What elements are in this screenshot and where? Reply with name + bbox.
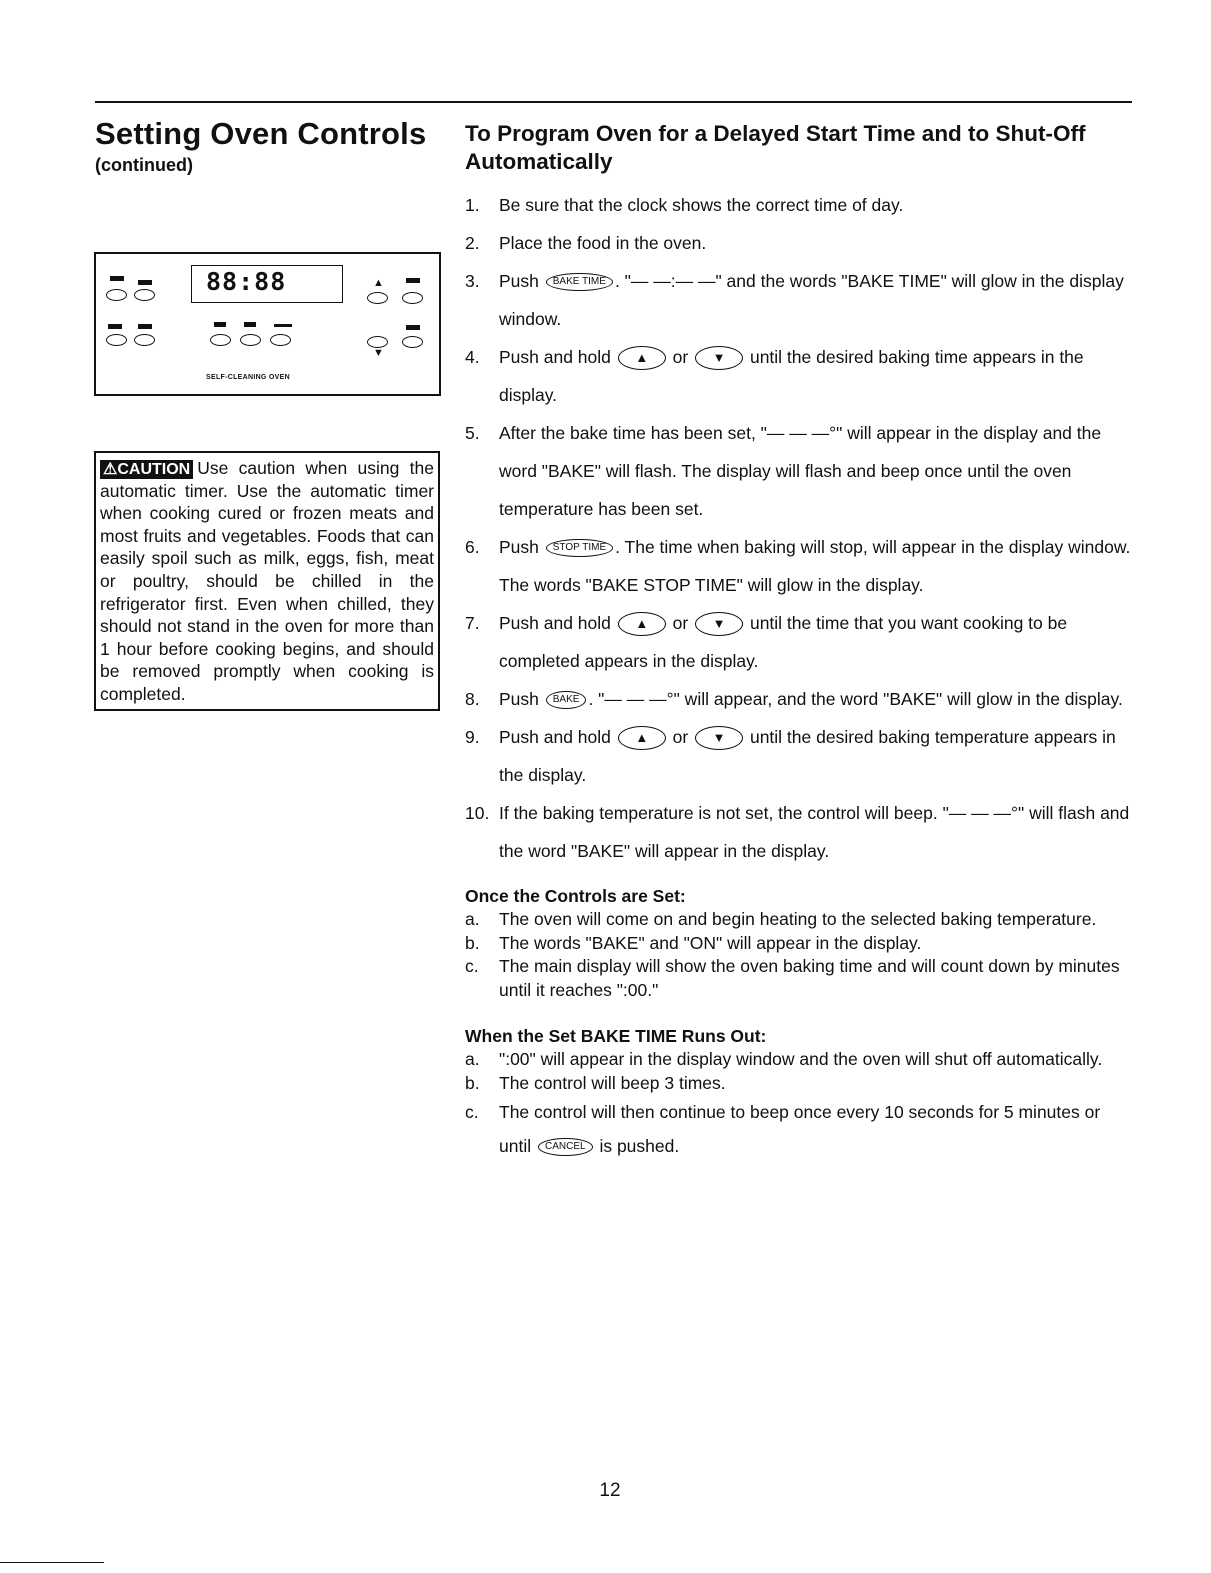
panel-label-mark: [406, 325, 420, 330]
panel-label-mark: [138, 324, 152, 329]
cancel-button-icon: CANCEL: [538, 1138, 593, 1156]
up-arrow-button-icon: ▲: [618, 726, 666, 750]
list-item: b. The control will beep 3 times.: [465, 1072, 726, 1093]
control-panel-illustration: [94, 252, 441, 396]
instructions-column: [465, 120, 1132, 1163]
runs-out-heading: When the Set BAKE TIME Runs Out:: [465, 1026, 767, 1046]
up-arrow-button-icon: ▲: [618, 346, 666, 370]
stop-time-button-icon: STOP TIME: [546, 539, 613, 557]
list-item: 5. After the bake time has been set, "— — —°" will appear in the display and the word "BAKE" will flash. The display will flash and beep once until the oven temperature has been set.: [465, 423, 1102, 519]
up-arrow-icon: ▲: [373, 277, 384, 289]
list-item: 9. Push and hold ▲ or ▼ until the desired baking temperature appears in the display.: [465, 727, 1116, 785]
panel-button: [270, 334, 291, 346]
panel-button: [134, 289, 155, 301]
panel-label-mark: [406, 278, 420, 283]
list-item: 3. Push BAKE TIME . "— —:— —" and the words "BAKE TIME" will glow in the display window.: [465, 271, 1124, 329]
list-item: 2. Place the food in the oven.: [465, 233, 707, 253]
panel-button: [402, 336, 423, 348]
panel-label-mark: [138, 280, 152, 285]
list-item: 1. Be sure that the clock shows the correct time of day.: [465, 195, 904, 215]
section-title: To Program Oven for a Delayed Start Time and to Shut-Off Automatically: [465, 121, 1086, 174]
caution-text: Use caution when using the automatic timer. Use the automatic timer when cooking cured or frozen meats and most fruits and vegetables. Foods that can easily spoil such as milk, eggs, fish, meat or poultry, should be chilled in the refrigerator first. Even when chilled, they should not stand in the oven for more than 1 hour before cooking begins, and should be removed promptly when cooking is completed.: [100, 458, 434, 704]
list-item: 8. Push BAKE . "— — —°" will appear, and the word "BAKE" will glow in the display.: [465, 689, 1123, 709]
top-rule: [95, 101, 1132, 103]
panel-button: [134, 334, 155, 346]
panel-display-digits: 88:88: [206, 267, 287, 296]
once-set-list: [465, 908, 1132, 1002]
steps-list: [465, 186, 1132, 870]
runs-out-list: [465, 1048, 1132, 1163]
panel-label-mark: [274, 324, 292, 327]
panel-label-mark: [108, 324, 122, 329]
caution-box: [94, 451, 440, 711]
down-arrow-button-icon: ▼: [695, 346, 743, 370]
panel-button: [106, 289, 127, 301]
warning-icon: ⚠: [103, 461, 118, 478]
panel-label-mark: [110, 276, 124, 281]
bake-button-icon: BAKE: [546, 691, 587, 709]
list-item: 6. Push STOP TIME . The time when baking will stop, will appear in the display window. The words "BAKE STOP TIME" will glow in the display.: [465, 537, 1131, 595]
list-item: 10. If the baking temperature is not set, the control will beep. "— — —°" will flash and the word "BAKE" will appear in the display.: [465, 803, 1130, 861]
bottom-rule: [0, 1562, 104, 1563]
list-item: a. The oven will come on and begin heating to the selected baking temperature.: [465, 909, 1097, 929]
page-title: Setting Oven Controls: [95, 116, 427, 151]
list-item: 7. Push and hold ▲ or ▼ until the time that you want cooking to be completed appears in the display.: [465, 613, 1068, 671]
list-item: c. The control will then continue to beep once every 10 seconds for 5 minutes or until CANCEL is pushed.: [465, 1102, 1101, 1156]
panel-label-mark: [244, 322, 256, 327]
panel-button: [106, 334, 127, 346]
list-item: 4. Push and hold ▲ or ▼ until the desired baking time appears in the display.: [465, 347, 1084, 405]
up-arrow-button-icon: ▲: [618, 612, 666, 636]
once-set-heading: Once the Controls are Set:: [465, 886, 686, 906]
caution-badge: [100, 460, 193, 479]
page-subtitle: (continued): [95, 155, 193, 175]
caution-badge-label: CAUTION: [117, 461, 191, 478]
page-number: 12: [599, 1480, 621, 1501]
list-item: b. The words "BAKE" and "ON" will appear in the display.: [465, 932, 922, 953]
panel-label: SELF-CLEANING OVEN: [206, 374, 290, 381]
panel-button: [210, 334, 231, 346]
panel-display: [191, 265, 343, 303]
down-arrow-button-icon: ▼: [695, 726, 743, 750]
down-arrow-button-icon: ▼: [695, 612, 743, 636]
panel-button: [402, 292, 423, 304]
panel-button: [367, 292, 388, 304]
down-arrow-icon: ▼: [373, 347, 384, 359]
list-item: a. ":00" will appear in the display window and the oven will shut off automatically.: [465, 1049, 1103, 1069]
panel-label-mark: [214, 322, 226, 327]
panel-button: [240, 334, 261, 346]
list-item: c. The main display will show the oven baking time and will count down by minutes until it reaches ":00.": [465, 956, 1120, 1000]
bake-time-button-icon: BAKE TIME: [546, 273, 613, 291]
